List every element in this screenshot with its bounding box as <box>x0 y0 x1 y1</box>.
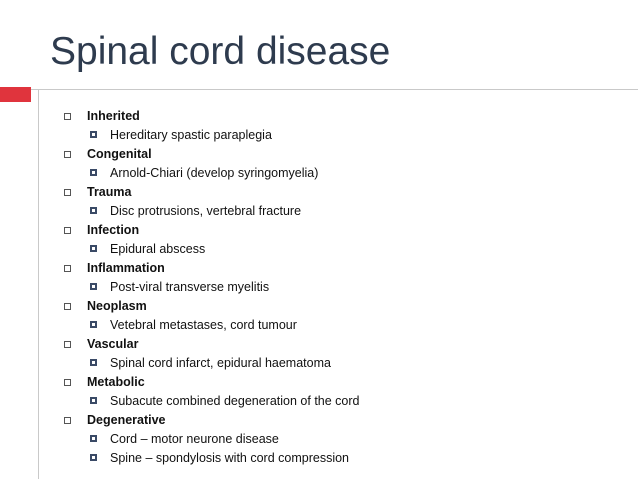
list-item <box>62 411 622 468</box>
subitem-row <box>62 278 622 297</box>
subitem-text: Spinal cord infarct, epidural haematoma <box>110 356 331 370</box>
category-row <box>62 107 622 126</box>
list-item <box>62 335 622 373</box>
category-label: Vascular <box>87 337 139 351</box>
category-label: Trauma <box>87 185 132 199</box>
hollow-square-bullet-icon <box>64 113 71 120</box>
category-row <box>62 373 622 392</box>
hollow-square-bullet-icon <box>64 417 71 424</box>
subitem-row <box>62 449 622 468</box>
slide-title: Spinal cord disease <box>50 30 391 73</box>
subitem-text: Disc protrusions, vertebral fracture <box>110 204 302 218</box>
bullet-list <box>62 107 622 468</box>
filled-square-bullet-icon <box>90 131 97 138</box>
subitem-text: Epidural abscess <box>110 242 206 256</box>
subitem-text: Cord – motor neurone disease <box>110 432 279 446</box>
subitem-text: Spine – spondylosis with cord compression <box>110 451 350 465</box>
category-label: Infection <box>87 223 140 237</box>
subitem-row <box>62 354 622 373</box>
subitem-row <box>62 202 622 221</box>
filled-square-bullet-icon <box>90 435 97 442</box>
filled-square-bullet-icon <box>90 245 97 252</box>
list-item <box>62 259 622 297</box>
list-item <box>62 297 622 335</box>
category-label: Inflammation <box>87 261 165 275</box>
category-label: Congenital <box>87 147 152 161</box>
filled-square-bullet-icon <box>90 397 97 404</box>
category-row <box>62 335 622 354</box>
category-row <box>62 145 622 164</box>
category-row <box>62 411 622 430</box>
subitem-row <box>62 392 622 411</box>
category-row <box>62 183 622 202</box>
filled-square-bullet-icon <box>90 283 97 290</box>
hollow-square-bullet-icon <box>64 303 71 310</box>
category-label: Metabolic <box>87 375 145 389</box>
category-label: Degenerative <box>87 413 166 427</box>
accent-bar <box>0 87 31 102</box>
filled-square-bullet-icon <box>90 454 97 461</box>
category-row <box>62 297 622 316</box>
hollow-square-bullet-icon <box>64 189 71 196</box>
subitem-text: Hereditary spastic paraplegia <box>110 128 272 142</box>
list-item <box>62 183 622 221</box>
filled-square-bullet-icon <box>90 169 97 176</box>
subitem-text: Vetebral metastases, cord tumour <box>110 318 297 332</box>
category-label: Inherited <box>87 109 140 123</box>
subitem-text: Arnold-Chiari (develop syringomyelia) <box>110 166 319 180</box>
filled-square-bullet-icon <box>90 321 97 328</box>
list-item <box>62 221 622 259</box>
hollow-square-bullet-icon <box>64 379 71 386</box>
hollow-square-bullet-icon <box>64 341 71 348</box>
category-row <box>62 221 622 240</box>
vertical-rule <box>38 89 39 479</box>
subitem-row <box>62 240 622 259</box>
subitem-row <box>62 316 622 335</box>
hollow-square-bullet-icon <box>64 227 71 234</box>
hollow-square-bullet-icon <box>64 151 71 158</box>
subitem-text: Post-viral transverse myelitis <box>110 280 270 294</box>
filled-square-bullet-icon <box>90 359 97 366</box>
list-item <box>62 373 622 411</box>
horizontal-rule <box>31 89 638 90</box>
subitem-row <box>62 164 622 183</box>
list-item <box>62 145 622 183</box>
subitem-row <box>62 126 622 145</box>
category-row <box>62 259 622 278</box>
filled-square-bullet-icon <box>90 207 97 214</box>
subitem-text: Subacute combined degeneration of the cord <box>110 394 360 408</box>
hollow-square-bullet-icon <box>64 265 71 272</box>
list-item <box>62 107 622 145</box>
category-label: Neoplasm <box>87 299 147 313</box>
subitem-row <box>62 430 622 449</box>
